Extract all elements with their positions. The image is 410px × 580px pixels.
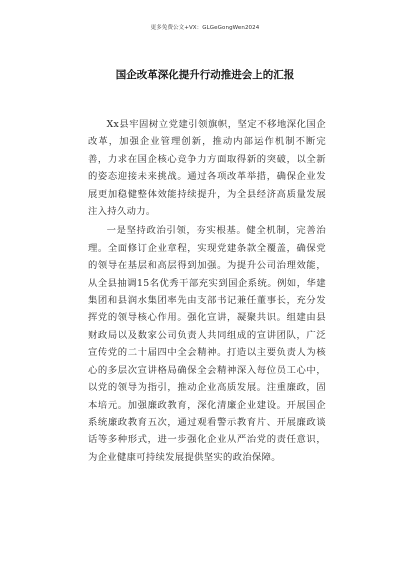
header-note: 更多免费公文+VX：GLGeGongWen2024 xyxy=(150,25,260,31)
document-body xyxy=(88,116,326,466)
body-paragraph-political-leadership: 一是坚持政治引领，夯实根基。健全机制，完善治理。全面修订企业章程，实现党建条款全覆盖，确保党的领导在基层和高层得到加强。为提升公司治理效能，从全县抽调15名优秀干部充实到国企系统。例如，华建集团和县润水集团率先由支部书记兼任董事长，充分发挥党的领导核心作用。强化宣讲，凝聚共识。组建由县财政局以及数家公司负责人共同组成的宣讲团队，广泛宣传党的二十届四中全会精神。打造以主要负责人为核心的多层次宣讲格局确保全会精神深入每位员工心中，以党的领导为指引，推动企业高质发展。注重廉政，固本培元。加强廉政教育，深化清廉企业建设。开展国企系统廉政教育五次，通过观看警示教育片、开展廉政谈话等多种形式，进一步强化企业从严治党的责任意识，为企业健康可持续发展提供坚实的政治保障。 xyxy=(88,225,326,463)
document-title: 国企改革深化提升行动推进会上的汇报 xyxy=(115,69,295,81)
body-paragraph-intro: Xx县牢固树立党建引领旗帜，坚定不移地深化国企改革，加强企业管理创新，推动内部运作机制不断完善，力求在国企核心竞争力方面取得新的突破，以全新的姿态迎接未来挑战。通过各项改革举措，确保企业发展更加稳健整体效能持续提升，为全县经济高质量发展注入持久动力。 xyxy=(88,119,326,218)
